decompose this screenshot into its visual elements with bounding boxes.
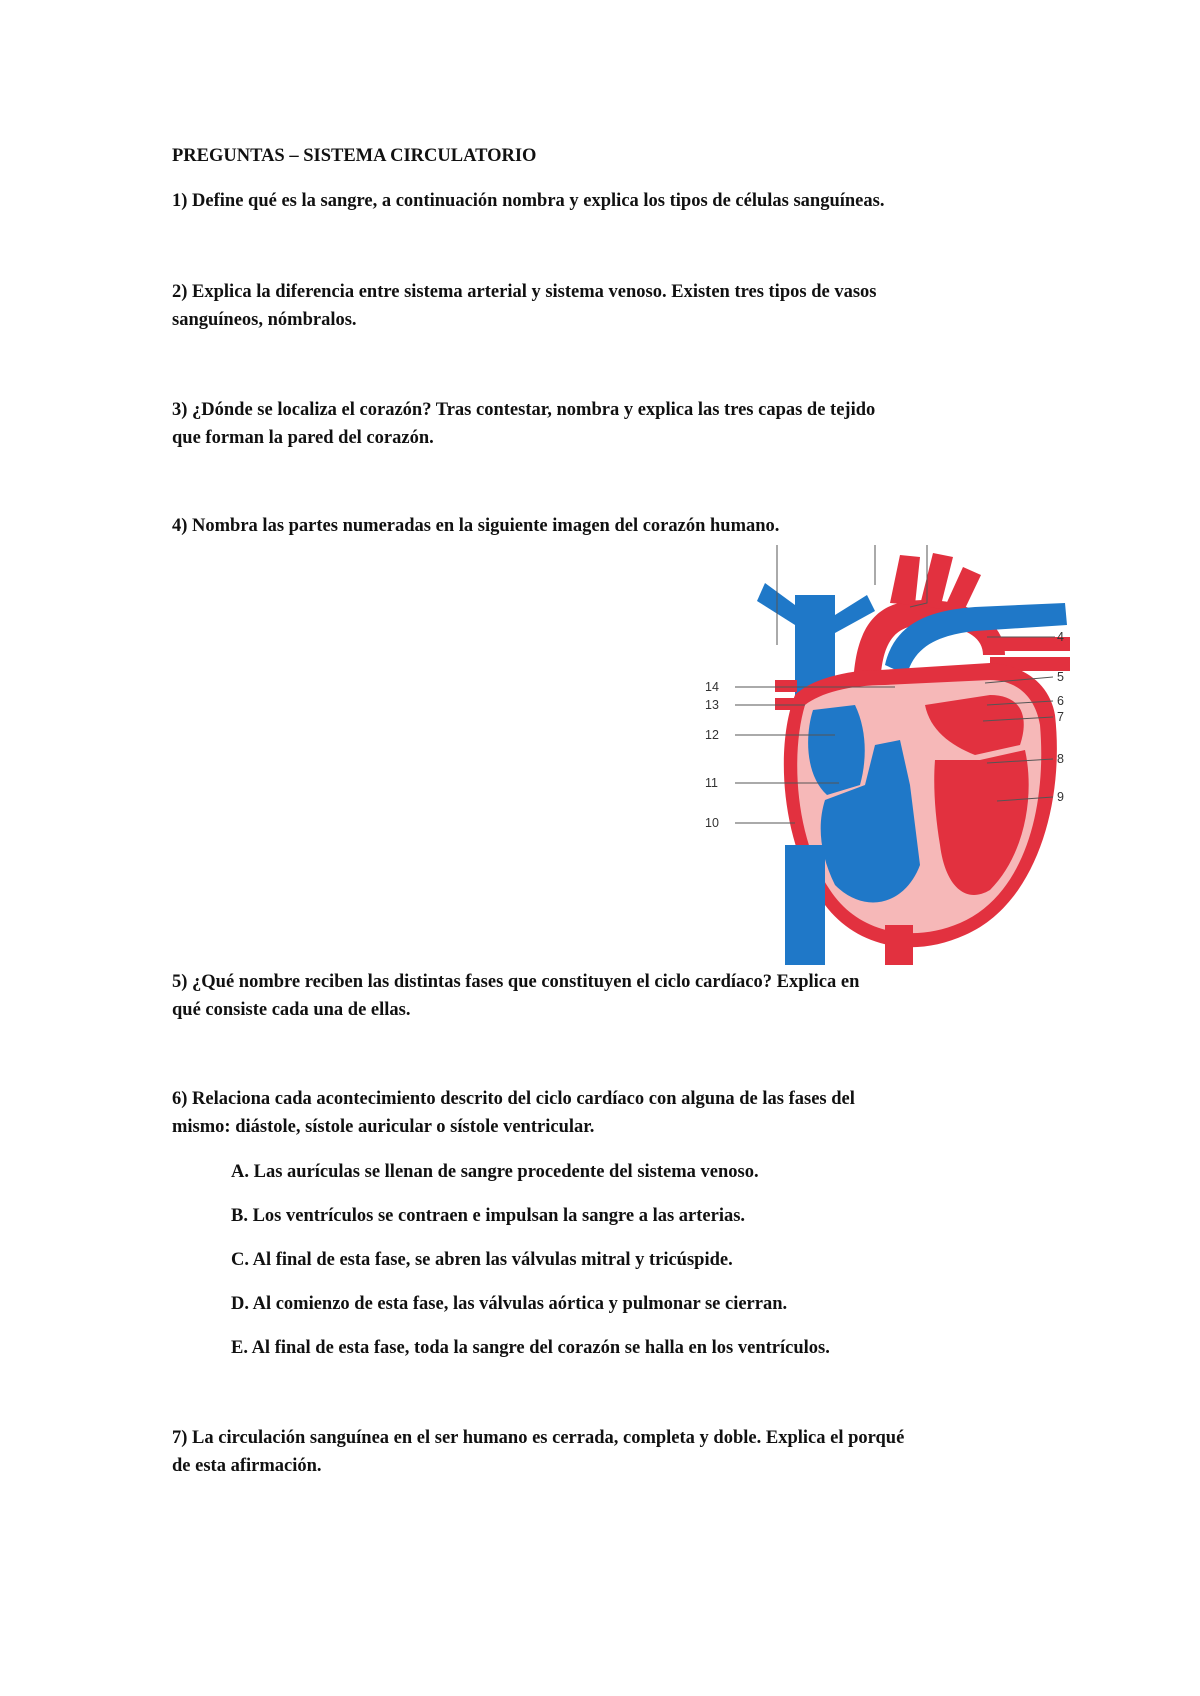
option-d: D. Al comienzo de esta fase, las válvulas aórtica y pulmonar se cierran. xyxy=(231,1294,788,1314)
heart-label-5: 5 xyxy=(1057,670,1064,684)
question-1-line-1: 1) Define qué es la sangre, a continuación nombra y explica los tipos de células sanguíneas. xyxy=(172,191,885,211)
heart-label-8: 8 xyxy=(1057,752,1064,766)
question-5-line-1: 5) ¿Qué nombre reciben las distintas fases que constituyen el ciclo cardíaco? Explica en xyxy=(172,972,860,992)
heart-label-11: 11 xyxy=(705,776,718,790)
page-title: PREGUNTAS – SISTEMA CIRCULATORIO xyxy=(172,146,537,166)
question-2-line-2: sanguíneos, nómbralos. xyxy=(172,310,357,330)
question-4-line-1: 4) Nombra las partes numeradas en la siguiente imagen del corazón humano. xyxy=(172,516,780,536)
heart-label-7: 7 xyxy=(1057,710,1064,724)
option-e: E. Al final de esta fase, toda la sangre del corazón se halla en los ventrículos. xyxy=(231,1338,830,1358)
aortic-branch-1-shape xyxy=(890,555,920,605)
question-6-line-1: 6) Relaciona cada acontecimiento descrito del ciclo cardíaco con alguna de las fases del xyxy=(172,1089,855,1109)
left-vessel-1-shape xyxy=(775,680,797,692)
option-b: B. Los ventrículos se contraen e impulsan la sangre a las arterias. xyxy=(231,1206,746,1226)
question-5-line-2: qué consiste cada una de ellas. xyxy=(172,1000,411,1020)
heart-label-9: 9 xyxy=(1057,790,1064,804)
descending-aorta-shape xyxy=(885,925,913,965)
question-3-line-1: 3) ¿Dónde se localiza el corazón? Tras contestar, nombra y explica las tres capas de tejido xyxy=(172,400,876,420)
heart-label-10: 10 xyxy=(705,816,719,830)
heart-label-14: 14 xyxy=(705,680,719,694)
heart-label-6: 6 xyxy=(1057,694,1064,708)
heart-label-12: 12 xyxy=(705,728,719,742)
inferior-vena-cava-shape xyxy=(785,845,825,965)
question-2-line-1: 2) Explica la diferencia entre sistema arterial y sistema venoso. Existen tres tipos de vasos xyxy=(172,282,877,302)
heart-label-4: 4 xyxy=(1057,630,1064,644)
question-7-line-2: de esta afirmación. xyxy=(172,1456,322,1476)
heart-left-labels xyxy=(705,545,775,965)
option-a: A. Las aurículas se llenan de sangre procedente del sistema venoso. xyxy=(231,1162,759,1182)
heart-diagram xyxy=(735,545,1105,965)
question-6-line-2: mismo: diástole, sístole auricular o sístole ventricular. xyxy=(172,1117,595,1137)
question-7-line-1: 7) La circulación sanguínea en el ser humano es cerrada, completa y doble. Explica el porqué xyxy=(172,1428,905,1448)
heart-label-13: 13 xyxy=(705,698,719,712)
question-3-line-2: que forman la pared del corazón. xyxy=(172,428,434,448)
option-c: C. Al final de esta fase, se abren las válvulas mitral y tricúspide. xyxy=(231,1250,733,1270)
